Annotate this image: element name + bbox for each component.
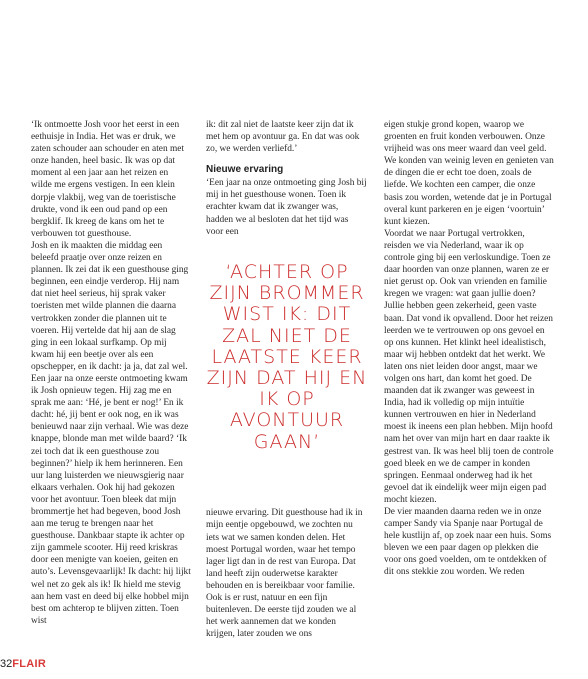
- paragraph: ‘Een jaar na onze ontmoeting ging Josh bij mij in het guesthouse wonen. Toen ik erachter kwam dat ik zwanger was, hadden we al besloten dat het tijd was voor een: [206, 178, 367, 237]
- paragraph: Voordat we naar Portugal vertrokken, reisden we via Nederland, waar ik op controle ging bij een verloskundige. Toen ze daar hoorden van onze plannen, waren ze er niet gerust op. Ook van vrienden en familie kregen we vragen: wat gaan jullie doen? Jullie hebben geen zekerheid, geen vaste baan. Dat vond ik opvallend. Door het reizen leerden we te vertrouwen op ons gevoel en op ons kunnen. Het klinkt heel idealistisch, maar wij hebben ontdekt dat het werkt. We laten ons niet leiden door angst, maar we volgen ons hart, dan komt het goed. De maanden dat ik zwanger was geweest in India, had ik volledig op mijn intuïtie kunnen vertrouwen en hier in Nederland moest ik ineens een plan hebben. Mijn hoofd nam het over van mijn hart en daar raakte ik gestrest van. Ik was heel blij toen de controle goed bleek en we de camper in konden springen. Eenmaal onderweg had ik het gevoel dat ik eindelijk weer mijn eigen pad mocht kiezen.: [384, 228, 554, 505]
- page-number: 32: [0, 658, 13, 670]
- magazine-brand: FLAIR: [12, 658, 47, 670]
- paragraph: nieuwe ervaring. Dit guesthouse had ik in mijn eentje opgebouwd, we zochten nu iets wat we samen konden delen. Het moest Portugal worden, waar het tempo lager ligt dan in de rest van Europa. Dat land heeft zijn ouderwetse karakter behouden en is bereikbaar voor familie. Ook is er rust, natuur en een fijn buitenleven. De eerste tijd zouden we al het werk aannemen dat we konden krijgen, later zouden we ons: [206, 508, 363, 640]
- paragraph: Josh en ik maakten die middag een beleefd praatje over onze reizen en plannen. Ik zei dat ik een guesthouse ging beginnen, een eindje verderop. Hij nam dat niet heel serieus, hij sprak vaker toeristen met wilde plannen die daarna vertrokken zonder die plannen uit te voeren. Hij vertelde dat hij aan de slag ging in een lokaal surfkamp. Op mij kwam hij een beetje over als een opschepper, en ik dacht: ja ja, dat zal wel. Een jaar na onze eerste ontmoeting kwam ik Josh opnieuw tegen. Hij zag me en sprak me aan: ‘Hé, je bent er nog!’ En ik dacht: hé, jij bent er ook nog, en ik was benieuwd naar zijn verhaal. Wie was deze knappe, blonde man met wilde baard? ‘Ik zei toch dat ik een guesthouse zou beginnen?’ hielp ik hem herinneren. Een uur lang luisterden we nieuwsgierig naar elkaars verhalen. Ook hij had gekozen voor het avontuur. Toen bleek dat mijn brommertje het had begeven, bood Josh aan me terug te brengen naar het guesthouse. Dankbaar stapte ik achter op zijn gammele scooter. Hij reed kriskras door een menigte van koeien, geiten en auto’s. Levensgevaarlijk! Ik dacht: hij lijkt wel net zo gek als ik! Ik hield me stevig aan hem vast en deed bij elke hobbel mijn best om achterop te blijven zitten. Toen wist: [31, 240, 191, 626]
- paragraph: ik: dit zal niet de laatste keer zijn dat ik met hem op avontuur ga. En dat was ook zo, we werden verliefd.’: [206, 120, 360, 155]
- article-column-3: [384, 119, 554, 579]
- page-footer: [0, 658, 46, 670]
- section-subheading: Nieuwe ervaring: [206, 164, 284, 176]
- pull-quote: ‘ACHTER OP ZIJN BROMMER WIST IK: DIT ZAL NIET DE LAATSTE KEER ZIJN DAT HIJ EN IK OP AVONTUUR GAAN’: [206, 261, 368, 453]
- paragraph: ‘Ik ontmoette Josh voor het eerst in een eethuisje in India. Het was er druk, we zaten schouder aan schouder en aten met onze handen, heel basic. Ik was op dat moment al een jaar aan het reizen en wilde me ergens vestigen. In een klein dorpje vlakbij, weg van de toeristische drukte, vond ik een oud pand op een bergklif. Ik kreeg de kans om het te verbouwen tot guesthouse.: [31, 120, 185, 239]
- paragraph: De vier maanden daarna reden we in onze camper Sandy via Spanje naar Portugal de hele kustlijn af, op zoek naar een huis. Soms bleven we een paar dagen op plekken die voor ons goed voelden, om te ontdekken of dit ons stekkie zou worden. We reden: [384, 507, 552, 578]
- article-column-2: [206, 119, 367, 238]
- article-column-2-lower: [206, 498, 367, 650]
- article-column-1: [31, 119, 191, 627]
- paragraph: eigen stukje grond kopen, waarop we groenten en fruit konden verbouwen. Onze vrijheid was ons meer waard dan veel geld. We konden van weinig leven en genieten van de dingen die er echt toe doen, zoals de liefde. We kochten een camper, die onze basis zou worden, wetende dat je in Portugal overal kunt parkeren en je eigen ‘voortuin’ kunt kiezen.: [384, 120, 554, 227]
